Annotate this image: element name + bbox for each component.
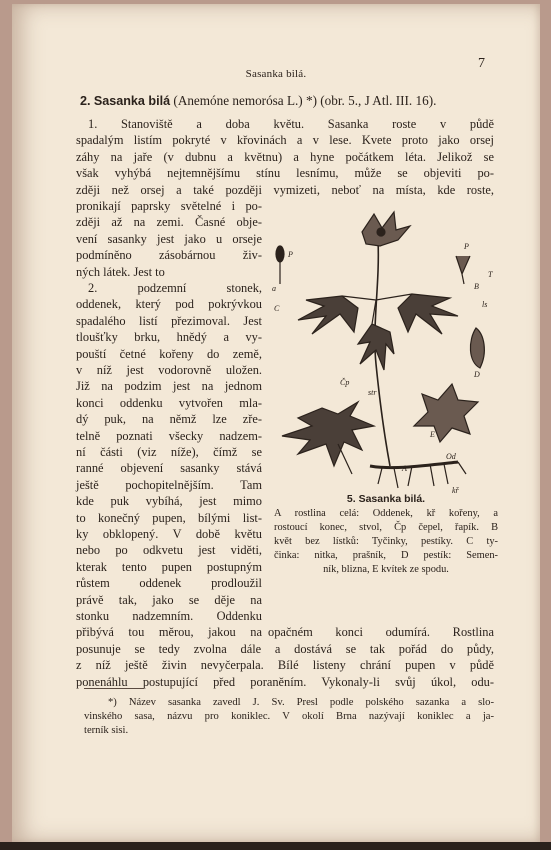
column-line: růstem oddenek prodloužil: [76, 576, 262, 590]
figure-caption-line: A rostlina celá: Oddenek, kř kořeny, a: [274, 508, 498, 519]
column-line: podmíněno zásobárnou živ-: [76, 248, 262, 262]
column-line: oddenek, který pod pokrývkou: [76, 297, 262, 311]
column-line: telně poznati všecky nadzem-: [76, 429, 262, 443]
figure-label: B: [474, 282, 479, 291]
column-line: konci oddenku vytvořen mla-: [76, 396, 262, 410]
column-line: ní části (viz níže), čímž se: [76, 445, 262, 459]
figure-caption-line: květ bez lístků: Tyčinky, pestíky. C ty-: [274, 536, 498, 547]
running-head: Sasanka bilá.: [245, 68, 307, 80]
column-line: pouští četné kořeny do země,: [76, 347, 262, 361]
figure-label: Čp: [340, 378, 350, 387]
column-line: ky obklopený. V době květu: [76, 527, 262, 541]
figure-label: ls: [482, 300, 488, 309]
paragraph-line: záhy na jaře (v dubnu a květnu) a hyne počátkem léta. Jelikož se: [76, 150, 494, 164]
column-line: kterak tento pupen postupným: [76, 560, 262, 574]
figure-caption-line: činka: nitka, prašník, D pestík: Semen-: [274, 550, 498, 561]
figure-caption-line: ník, blizna, E kvítek ze spodu.: [323, 564, 449, 575]
footnote-rule: [84, 688, 144, 689]
section-latin-name: (Anemóne nemorósa L.) *) (obr. 5., J Atl. III. 16).: [173, 93, 437, 108]
book-page: [12, 4, 540, 842]
column-line: pronikají paprsky světelné i po-: [76, 199, 262, 213]
paragraph-line: 1. Stanoviště a doba květu. Sasanka roste v půdě: [88, 117, 494, 131]
column-line: nebo po odkvetu jest viděti,: [76, 543, 262, 557]
footnote-line: vinského sasa, názvu pro koniklec. V okolí Brna nazývají koniklec a ja-: [84, 711, 494, 722]
column-line: stonku nadzemním. Oddenku: [76, 609, 262, 623]
footnote-line: *) Název sasanka zavedl J. Sv. Presl podle polského sazanka a slo-: [108, 697, 494, 708]
page-bottom-edge: [0, 842, 551, 850]
column-line: dý puk, na němž lze zře-: [76, 412, 262, 426]
page-number: 7: [478, 56, 485, 71]
column-line: zději až na zemi. Časné obje-: [76, 215, 262, 229]
footnote-line: terník sisi.: [84, 725, 129, 736]
figure-label: P: [464, 242, 469, 251]
column-line: ranné objevení sasanky stává: [76, 461, 262, 475]
column-line: vení sasanky jest jako u orseje: [76, 232, 262, 246]
column-line: to konečný pupen, bílými list-: [76, 511, 262, 525]
figure-label: kř: [452, 486, 459, 495]
figure-label: str: [368, 388, 377, 397]
figure-caption-line: rostoucí konec, stvol, Čp čepel, řapík. B: [274, 522, 498, 533]
column-line: tloušťky brku, hnědý a vy-: [76, 330, 262, 344]
figure-label: T: [488, 270, 493, 279]
figure-label: a: [272, 284, 276, 293]
column-line: právě tak, jako se děje na: [76, 593, 262, 607]
column-line: v níž jest vodorovně uložen.: [76, 363, 262, 377]
column-line: ných látek. Jest to: [76, 265, 165, 279]
figure-label: A: [402, 464, 407, 473]
column-line: spadalého listí přezimoval. Jest: [76, 314, 262, 328]
column-line: ještě pochopitelnějším. Tam: [76, 478, 262, 492]
figure-label: Od: [446, 452, 456, 461]
section-name: Sasanka bilá: [93, 94, 171, 108]
figure-title: 5. Sasanka bilá.: [346, 493, 426, 505]
figure-label: E: [430, 430, 435, 439]
paragraph-line: zději než orsej a také později vymizeti, neboť na místa, kde roste,: [76, 183, 494, 197]
paragraph-line: z níž ještě živin nevyčerpala. Bílé listeny chrání pupen v půdě: [76, 658, 494, 672]
column-line: 2. podzemní stonek,: [88, 281, 262, 295]
section-number: 2.: [80, 94, 91, 108]
column-line: kde puk vybíhá, jest mimo: [76, 494, 262, 508]
paragraph-line: spadalým listím pokryté v křovinách a v lese. Kvete proto jako orsej: [76, 133, 494, 147]
column-line-continuation: opačném konci odumírá. Rostlina: [268, 625, 494, 639]
paragraph-line: posunuje se tedy zvolna dále a dostává se tak pořád do půdy,: [76, 642, 494, 656]
column-line: přibývá tou měrou, jakou na: [76, 625, 262, 639]
paragraph-line: však vyhýbá nejtemnějšímu stínu lesnímu, může se objeviti po-: [76, 166, 494, 180]
figure-label: D: [474, 370, 480, 379]
paragraph-line: ponenáhlu postupující před poraněním. Vykonaly-li svůj úkol, odu-: [76, 675, 494, 689]
figure-label: C: [274, 304, 280, 313]
figure-label: P: [288, 250, 293, 259]
column-line: Již na podzim jest na jednom: [76, 379, 262, 393]
section-title: [80, 93, 436, 109]
anemone-illustration: [262, 204, 498, 494]
